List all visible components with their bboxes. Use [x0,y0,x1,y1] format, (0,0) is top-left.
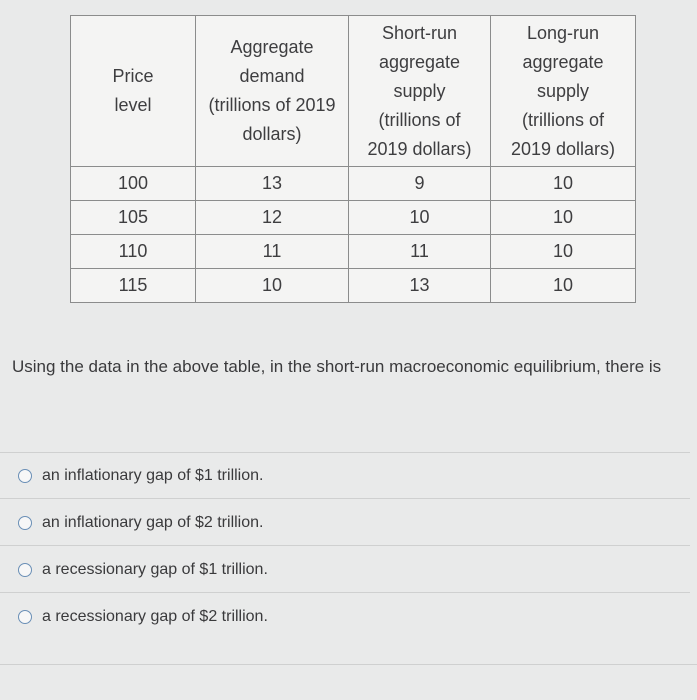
cell-price-level: 115 [71,269,196,303]
header-line: Price [112,66,154,86]
cell-aggregate-demand: 10 [196,269,349,303]
header-line: (trillions of [521,109,605,130]
header-line: aggregate [378,51,461,72]
answer-option-2[interactable] [18,514,263,532]
radio-button-icon[interactable] [18,610,32,624]
table-header-row [71,16,636,167]
cell-aggregate-demand: 13 [196,167,349,201]
header-line: Long-run [526,22,600,43]
header-short-run-supply [349,16,491,167]
header-line: aggregate [522,51,604,72]
header-line: Aggregate [230,37,314,57]
table-row [71,235,636,269]
cell-short-run-supply: 13 [349,269,491,303]
divider [0,664,697,665]
cell-short-run-supply: 10 [349,201,491,235]
cell-long-run-supply: 10 [491,201,636,235]
header-price-level [71,16,196,167]
cell-short-run-supply: 9 [349,167,491,201]
table-row [71,167,636,201]
header-line: (trillions of [378,109,461,130]
header-line: supply [393,80,446,101]
data-table [70,15,636,303]
header-line: 2019 dollars) [367,138,472,159]
divider [0,452,690,453]
cell-short-run-supply: 11 [349,235,491,269]
radio-button-icon[interactable] [18,469,32,483]
divider [0,498,690,499]
cell-aggregate-demand: 11 [196,235,349,269]
data-table-container [70,15,635,303]
table-row [71,201,636,235]
answer-option-1[interactable] [18,467,263,485]
divider [0,592,690,593]
header-line: 2019 dollars) [510,138,616,159]
header-line: (trillions of 2019 [208,95,336,115]
header-line: supply [536,80,590,101]
divider [0,545,690,546]
option-label: a recessionary gap of $2 trillion. [42,608,268,625]
header-line: dollars) [242,124,302,144]
answer-option-4[interactable] [18,608,268,626]
option-label: a recessionary gap of $1 trillion. [42,561,268,578]
cell-price-level: 105 [71,201,196,235]
cell-long-run-supply: 10 [491,269,636,303]
option-label: an inflationary gap of $2 trillion. [42,514,264,531]
cell-long-run-supply: 10 [491,167,636,201]
header-long-run-supply [491,16,636,167]
cell-price-level: 110 [71,235,196,269]
header-line: demand [239,66,305,86]
answer-option-3[interactable] [18,561,268,579]
radio-button-icon[interactable] [18,516,32,530]
cell-aggregate-demand: 12 [196,201,349,235]
question-text: Using the data in the above table, in the short-run macroeconomic equilibrium, there is [12,357,662,376]
header-line: level [114,95,152,115]
header-aggregate-demand [196,16,349,167]
radio-button-icon[interactable] [18,563,32,577]
cell-long-run-supply: 10 [491,235,636,269]
cell-price-level: 100 [71,167,196,201]
table-row [71,269,636,303]
option-label: an inflationary gap of $1 trillion. [42,467,264,484]
header-line: Short-run [381,22,458,43]
